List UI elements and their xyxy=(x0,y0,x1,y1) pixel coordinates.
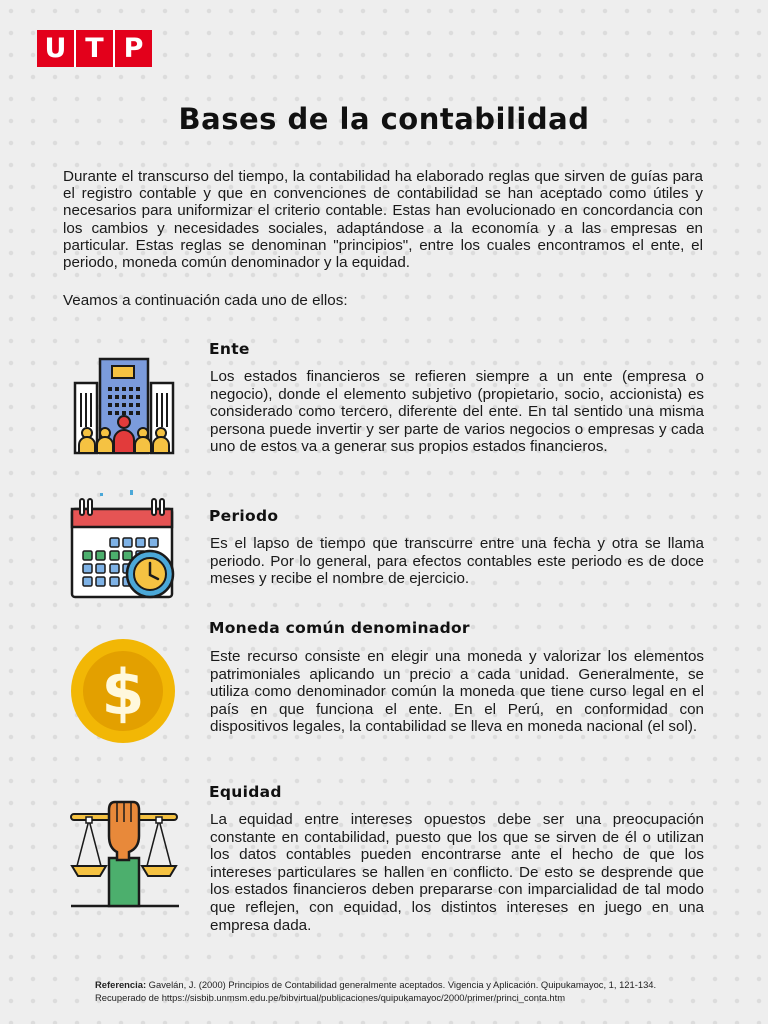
building-people-icon xyxy=(70,355,178,457)
balance-scale-icon xyxy=(69,800,181,910)
section-heading-ente: Ente xyxy=(209,340,250,358)
logo-letter-u: U xyxy=(44,33,67,64)
page-title: Bases de la contabilidad xyxy=(178,102,590,136)
intro-paragraph: Durante el transcurso del tiempo, la contabilidad ha elaborado reglas que sirven de guías para el registro contable y que en convenciones de contabilidad se han aceptado como útiles y necesarios para uniformizar el criterio contable. Estas han evolucionado en concordancia con los cambios y necesidades sociales, adaptándose a la economía y a las empresas en particular. Estas reglas se denominan "principios", entre los cuales encontramos el ente, el periodo, moneda común denominador y la equidad. xyxy=(63,168,703,272)
logo-letter-t: T xyxy=(85,33,104,64)
section-heading-moneda: Moneda común denominador xyxy=(209,619,470,637)
svg-text:$: $ xyxy=(101,656,145,729)
reference-note xyxy=(95,979,705,1004)
reference-label: Referencia: xyxy=(95,979,147,990)
section-text-moneda: Este recurso consiste en elegir una moneda y valorizar los elementos patrimoniales aplicando un precio a cada unidad. Generalmente, se utiliza como denominador común la moneda que tiene curso legal en el país en que funciona el ente. En el Perú, en conformidad con dispositivos legales, la contabilidad se lleva en moneda nacional (el sol). xyxy=(210,648,704,736)
section-text-equidad: La equidad entre intereses opuestos debe ser una preocupación constante en contabilidad, puesto que los que se sirven de él o utilizan los datos contables pueden encontrarse ante el hecho de que los intereses particulares se hallen en conflicto. De esto se desprende que los estados financieros deben prepararse con imparcialidad de tal modo que reflejen, con equidad, los distintos intereses en juego en una empresa dada. xyxy=(210,811,704,934)
calendar-clock-icon xyxy=(68,490,180,602)
utp-logo xyxy=(37,30,152,67)
logo-letter-p: P xyxy=(123,33,144,64)
dollar-coin-icon xyxy=(69,638,177,744)
section-text-periodo: Es el lapso de tiempo que transcurre entre una fecha y otra se llama periodo. Por lo general, para efectos contables este periodo es de doce meses y recibe el nombre de ejercicio. xyxy=(210,535,704,588)
reference-text: Gavelán, J. (2000) Principios de Contabilidad generalmente aceptados. Vigencia y Aplicación. Quipukamayoc, 1, 121-134. Recuperado de https://sisbib.unmsm.edu.pe/bibvirtual/publicaciones/quipukamayoc/2000/primer/princi_conta.htm xyxy=(95,979,657,1003)
section-heading-equidad: Equidad xyxy=(209,783,282,801)
section-text-ente: Los estados financieros se refieren siempre a un ente (empresa o negocio), donde el elemento subjetivo (propietario, socio, accionista) es considerado como tercero, diferente del ente. En tal sentido una misma persona puede invertir y ser parte de varios negocios o empresas y cada uno de estos va a generar sus propios estados financieros. xyxy=(210,368,704,456)
intro-lead: Veamos a continuación cada uno de ellos: xyxy=(63,292,348,309)
section-heading-periodo: Periodo xyxy=(209,507,279,525)
